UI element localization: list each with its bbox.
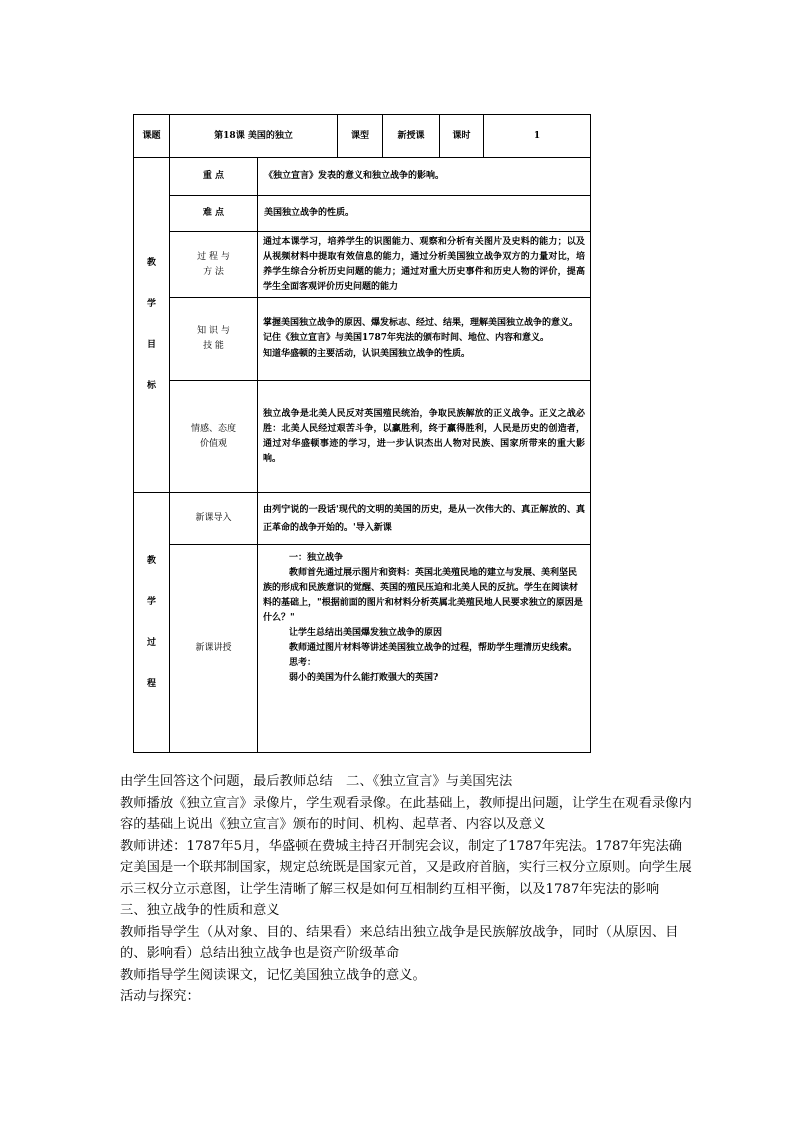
difficult-point-text: 美国独立战争的性质。 <box>258 196 591 232</box>
body-paragraph: 教师讲述：1787年5月，华盛顿在费城主持召开制宪会议，制定了1787年宪法。1787年宪法确定美国是一个联邦制国家，规定总统既是国家元首，又是政府首脑，实行三权分立原则。向学生展示三权分立示意图，让学生清晰了解三权是如何互相制约互相平衡，以及1787年宪法的影响 <box>120 838 692 897</box>
body-paragraph: 活动与探究： <box>120 989 200 1004</box>
table-header-row <box>134 115 591 158</box>
body-text <box>120 771 692 1008</box>
difficult-point-row <box>134 196 591 232</box>
process-method-text: 通过本课学习，培养学生的识图能力、观察和分析有关图片及史料的能力；以及从视频材料中提取有效信息的能力，通过分析美国独立战争双方的力量对比，培养学生综合分析历史问题的能力；通过对重大历史事件和历史人物的评价，提高学生全面客观评价历史问题的能力 <box>258 232 591 298</box>
lecture-row <box>134 545 591 753</box>
period-label: 课时 <box>440 115 484 158</box>
type-label: 课型 <box>338 115 383 158</box>
lesson-plan-table <box>133 114 591 753</box>
intro-label: 新课导入 <box>170 493 258 545</box>
difficult-point-label: 难 点 <box>170 196 258 232</box>
period-value: 1 <box>484 115 591 158</box>
teaching-process-label: 教 学 过 程 <box>134 493 170 753</box>
key-point-label: 重 点 <box>170 158 258 196</box>
type-value: 新授课 <box>383 115 440 158</box>
process-method-label: 过 程 与 方 法 <box>170 232 258 298</box>
lecture-label: 新课讲授 <box>170 545 258 753</box>
knowledge-skill-label: 知 识 与 技 能 <box>170 298 258 381</box>
topic-value: 第18课 美国的独立 <box>170 115 338 158</box>
key-point-row <box>134 158 591 196</box>
key-point-text: 《独立宣言》发表的意义和独立战争的影响。 <box>258 158 591 196</box>
body-paragraph: 由学生回答这个问题，最后教师总结 二、《独立宣言》与美国宪法 <box>120 774 513 789</box>
intro-row <box>134 493 591 545</box>
intro-text: 由列宁说的一段话'现代的文明的美国的历史，是从一次伟大的、真正解放的、真正革命的战争开始的。'导入新课 <box>258 493 591 545</box>
body-paragraph: 教师播放《独立宣言》录像片，学生观看录像。在此基础上，教师提出问题，让学生在观看录像内容的基础上说出《独立宣言》颁布的时间、机构、起草者、内容以及意义 <box>120 795 692 832</box>
knowledge-skill-text: 掌握美国独立战争的原因、爆发标志、经过、结果，理解美国独立战争的意义。 记住《独立宣言》与美国1787年宪法的颁布时间、地位、内容和意义。 知道华盛顿的主要活动，认识美国独立战争的性质。 <box>258 298 591 381</box>
body-paragraph: 三、独立战争的性质和意义 <box>120 903 280 918</box>
teaching-goals-label: 教 学 目 标 <box>134 158 170 493</box>
emotion-values-row <box>134 381 591 493</box>
emotion-values-text: 独立战争是北美人民反对英国殖民统治，争取民族解放的正义战争。正义之战必胜：北美人民经过艰苦斗争，以赢胜利，终于赢得胜利，人民是历史的创造者，通过对华盛顿事迹的学习，进一步认识杰出人物对民族、国家所带来的重大影响。 <box>258 381 591 493</box>
lecture-text: 一：独立战争 教师首先通过展示图片和资料：英国北美殖民地的建立与发展、美利坚民族的形成和民族意识的觉醒、英国的殖民压迫和北美人民的反抗。学生在阅读材料的基础上，"根据前面的图片和材料分析英属北美殖民地人民要求独立的原因是什么？" 让学生总结出美国爆发独立战争的原因 教师通过图片材料等讲述美国独立战争的过程，帮助学生理清历史线索。 思考： 弱小的美国为什么能打败强大的英国? <box>258 545 591 753</box>
topic-label: 课题 <box>134 115 170 158</box>
emotion-values-label: 情感、态度 价值观 <box>170 381 258 493</box>
body-paragraph: 教师指导学生（从对象、目的、结果看）来总结出独立战争是民族解放战争，同时（从原因、目的、影响看）总结出独立战争也是资产阶级革命 <box>120 924 679 961</box>
process-method-row <box>134 232 591 298</box>
knowledge-skill-row <box>134 298 591 381</box>
body-paragraph: 教师指导学生阅读课文，记忆美国独立战争的意义。 <box>120 967 426 983</box>
